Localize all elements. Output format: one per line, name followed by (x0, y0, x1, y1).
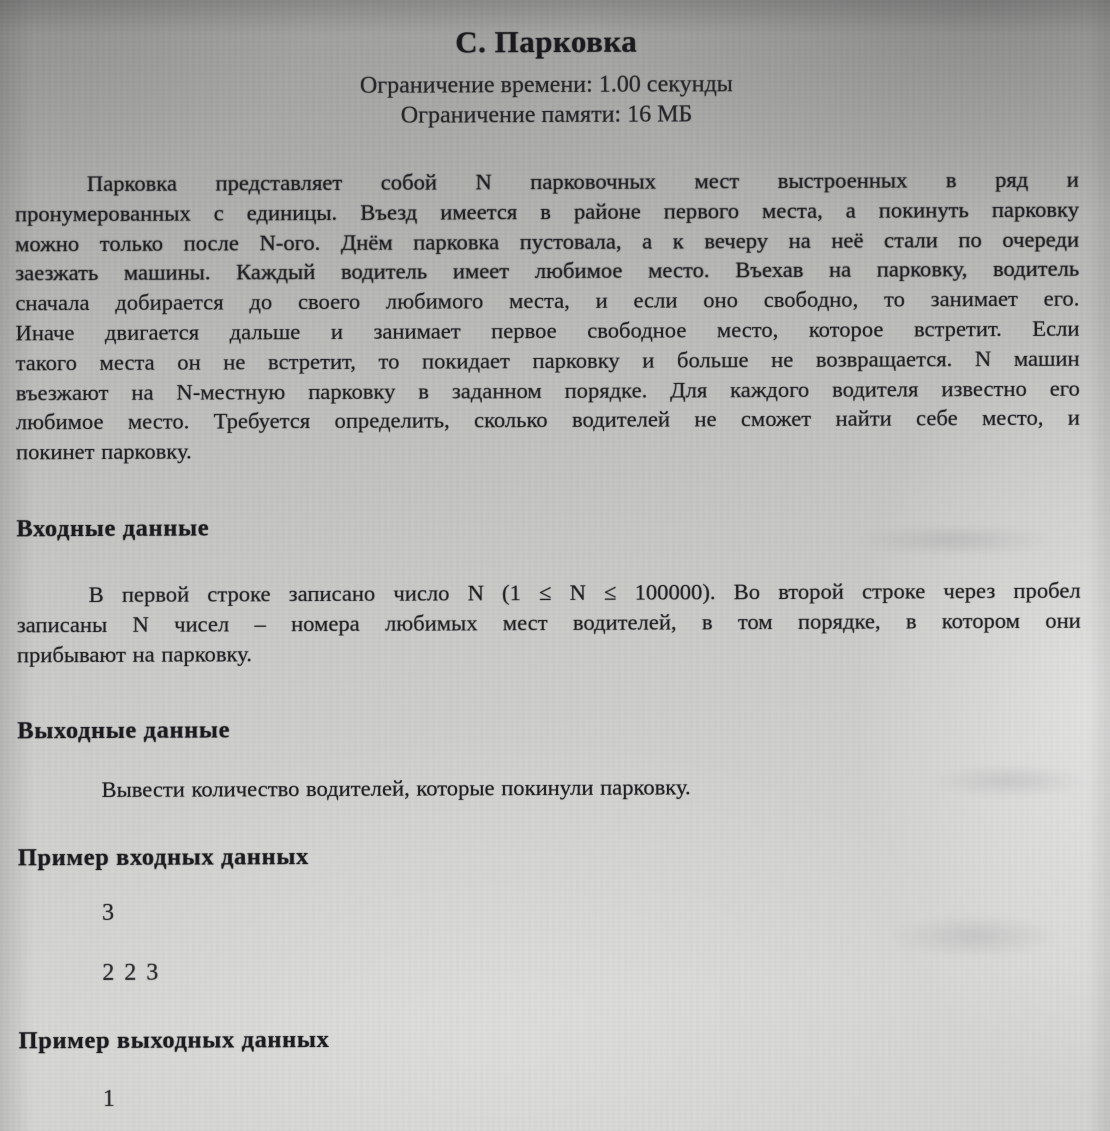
statement-line: такого места он не встретит, то покидает парковку и больше не возвращается. N машин (15, 345, 1080, 376)
output-description (17, 771, 1081, 805)
input-description (17, 576, 1081, 670)
statement-line: сначала добирается до своего любимого места, и если оно свободно, то занимает его. (15, 285, 1080, 316)
output-description-line: Вывести количество водителей, которые покинули парковку. (101, 774, 691, 803)
statement-line: въезжают на N-местную парковку в заданном порядке. Для каждого водителя известно его (15, 375, 1080, 405)
constraints-block (14, 68, 1078, 133)
problem-statement (15, 165, 1080, 468)
statement-line: можно только после N-ого. Днём парковка пустовала, а к вечеру на неё стали по очереди (15, 226, 1080, 256)
statement-line: Иначе двигается дальше и занимает первое свободное место, которое встретит. Если (15, 315, 1080, 346)
sample-output-values (19, 1080, 1083, 1115)
statement-line: Парковка представляет собой N парковочных мест выстроенных в ряд и (86, 166, 1079, 197)
statement-line: покинет парковку. (15, 438, 192, 465)
document-content (14, 0, 1083, 1114)
statement-line: заезжать машины. Каждый водитель имеет любимое место. Въехав на парковку, водитель (15, 256, 1080, 286)
sample-output-value: 1 (102, 1086, 116, 1113)
sample-output-heading: Пример выходных данных (18, 1026, 330, 1055)
time-limit: Ограничение времени: 1.00 секунды (359, 71, 733, 99)
sample-input-heading: Пример входных данных (17, 843, 309, 872)
problem-title: С. Парковка (455, 23, 638, 60)
memory-limit: Ограничение памяти: 16 МБ (400, 101, 693, 129)
sample-input-value: 2 2 3 (102, 959, 160, 987)
statement-line: любимое место. Требуется определить, сколько водителей не сможет найти себе место, и (15, 405, 1080, 435)
input-description-line: записаны N чисел – номера любимых мест водителей, в том порядке, в котором они (16, 607, 1081, 638)
sample-input-values (18, 894, 1082, 989)
input-description-line: В первой строке записано число N (1 ≤ N ≤ 100000). Во второй строке через пробел (88, 577, 1081, 607)
statement-line: пронумерованных с единицы. Въезд имеется в районе первого места, а покинуть парковку (14, 196, 1080, 227)
output-section-heading: Выходные данные (17, 716, 231, 745)
input-description-line: прибывают на парковку. (16, 640, 252, 667)
sample-input-value: 3 (101, 900, 116, 927)
input-section-heading: Входные данные (16, 514, 210, 543)
